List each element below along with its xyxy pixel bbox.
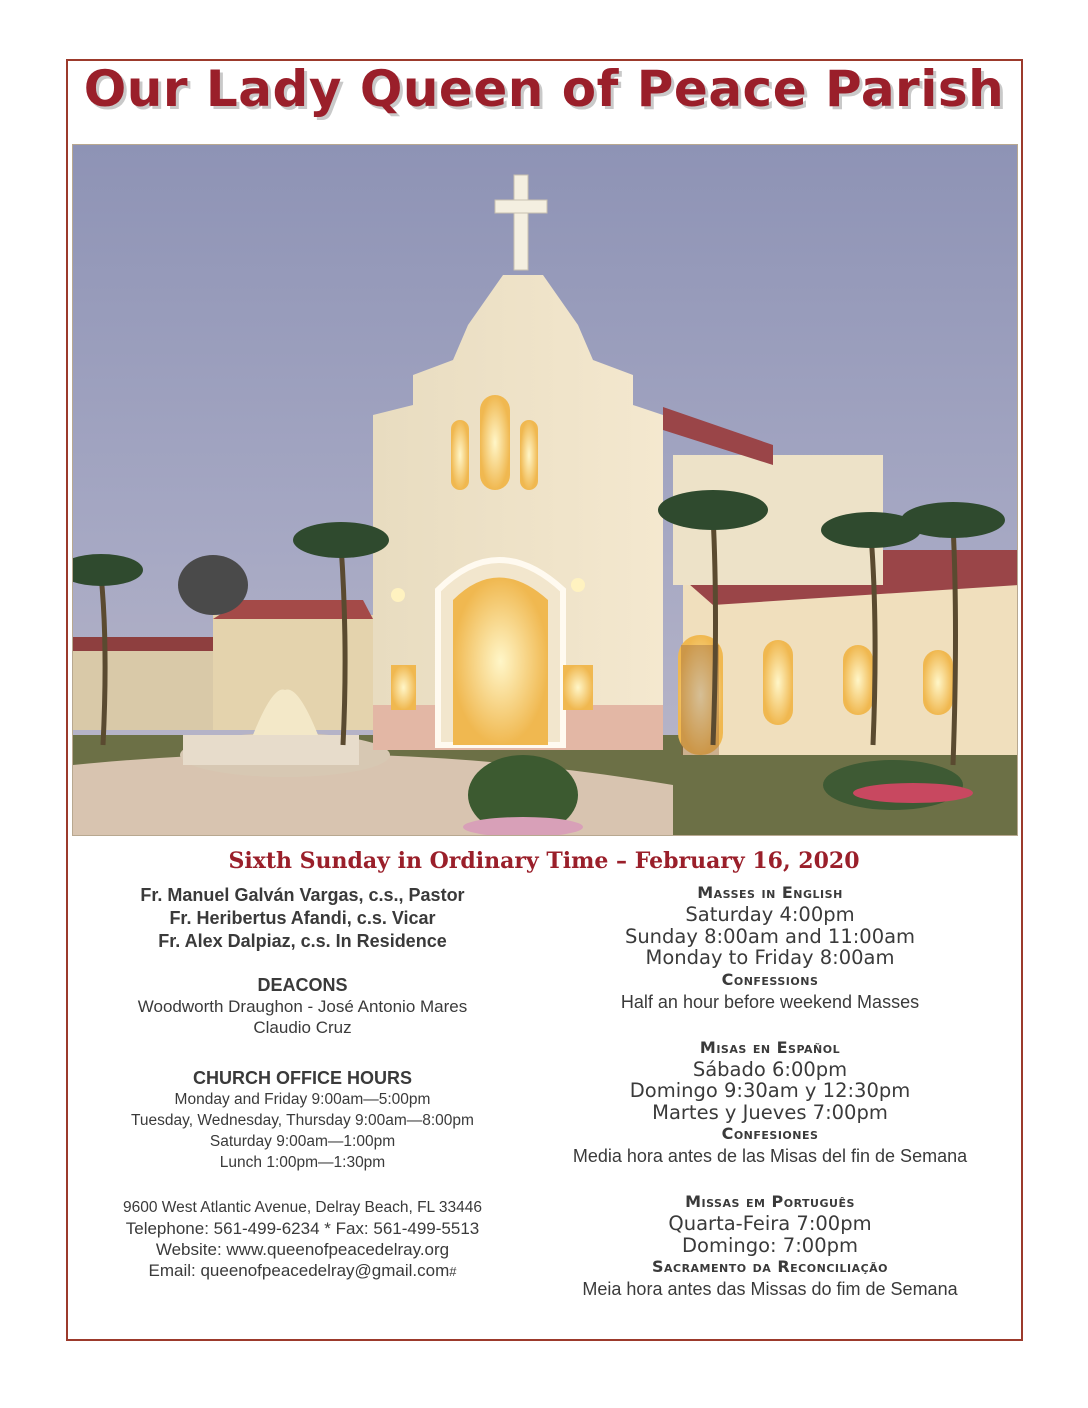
mass-time: Sábado 6:00pm [692, 1057, 848, 1081]
clergy-pastor: Fr. Manuel Galván Vargas, c.s., Pastor [140, 885, 465, 905]
english-confessions-heading: Confessions [721, 969, 819, 989]
portuguese-masses-heading: Missas em Português [685, 1192, 855, 1211]
spanish-confessions-heading: Confesiones [721, 1124, 819, 1143]
spanish-confessions-text: Media hora antes de las Misas del fin de Semana [572, 1146, 968, 1166]
phone-fax: Telephone: 561-499-6234 * Fax: 561-499-5513 [125, 1219, 480, 1238]
spanish-masses-heading: Misas en Español [699, 1037, 841, 1057]
clergy-list [80, 884, 525, 953]
clergy-vicar: Fr. Heribertus Afandi, c.s. Vicar [169, 908, 436, 928]
parish-info-column [80, 884, 525, 1282]
email-mark: # [449, 1264, 457, 1279]
mass-time: Monday to Friday 8:00am [645, 946, 895, 969]
english-masses-heading: Masses in English [697, 883, 843, 902]
mass-time: Quarta-Feira 7:00pm [668, 1212, 872, 1235]
portuguese-reconciliation-heading: Sacramento da Reconciliação [651, 1257, 889, 1276]
church-photo [72, 144, 1018, 836]
english-confessions-text: Half an hour before weekend Masses [620, 991, 920, 1012]
liturgical-date-heading: Sixth Sunday in Ordinary Time – February 16, 2020 [228, 848, 860, 874]
office-hours-line: Tuesday, Wednesday, Thursday 9:00am—8:00pm [131, 1112, 474, 1129]
office-hours-line: Monday and Friday 9:00am—5:00pm [174, 1091, 431, 1108]
mass-time: Martes y Jueves 7:00pm [652, 1100, 888, 1124]
mass-time: Domingo: 7:00pm [682, 1233, 858, 1257]
mass-schedule-column [545, 882, 995, 1300]
portuguese-reconciliation-text: Meia hora antes das Missas do fim de Semana [582, 1279, 958, 1299]
email-line [80, 1260, 525, 1282]
page-title: Our Lady Queen of Peace Parish [83, 60, 1005, 118]
mass-time: Sunday 8:00am and 11:00am [624, 924, 916, 948]
deacons-heading: DEACONS [257, 975, 348, 995]
address: 9600 West Atlantic Avenue, Delray Beach, FL 33446 [122, 1199, 483, 1216]
office-hours-line: Lunch 1:00pm—1:30pm [219, 1154, 386, 1171]
deacons-line: Claudio Cruz [253, 1018, 352, 1037]
clergy-in-residence: Fr. Alex Dalpiaz, c.s. In Residence [158, 931, 447, 951]
office-hours-line: Saturday 9:00am—1:00pm [209, 1133, 396, 1150]
website: Website: www.queenofpeacedelray.org [155, 1240, 450, 1259]
mass-time: Domingo 9:30am y 12:30pm [629, 1079, 911, 1102]
email: Email: queenofpeacedelray@gmail.com [148, 1261, 450, 1280]
mass-time: Saturday 4:00pm [685, 903, 855, 926]
office-hours-heading: CHURCH OFFICE HOURS [193, 1068, 412, 1088]
deacons-line: Woodworth Draughon - José Antonio Mares [137, 997, 468, 1016]
